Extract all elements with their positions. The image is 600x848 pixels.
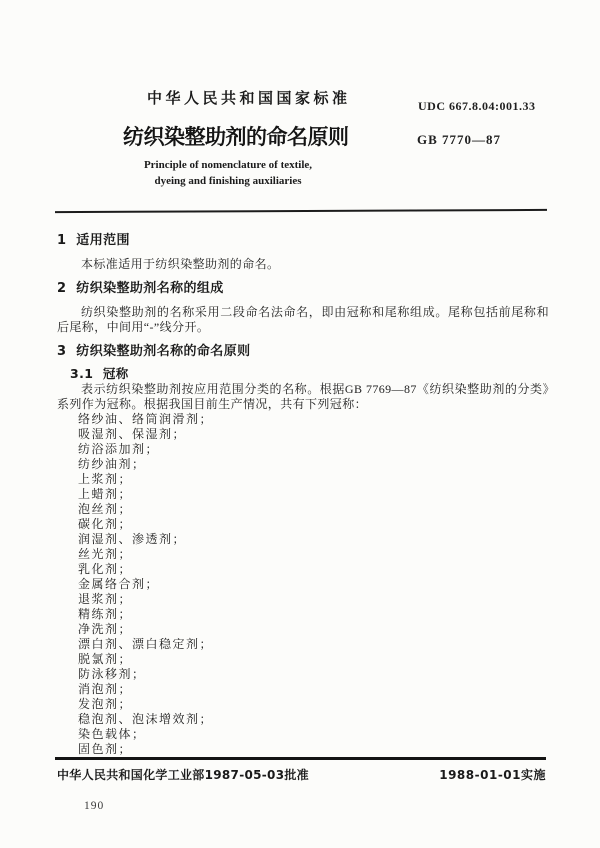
prefix-term-item: 精练剂； [78, 607, 133, 621]
prefix-term-item: 染色载体； [78, 727, 146, 741]
prefix-term-item: 乳化剂； [78, 562, 133, 576]
prefix-term-item: 纺纱油剂； [78, 457, 146, 471]
section-1-heading: 1 适用范围 [57, 233, 130, 248]
prefix-term-item: 漂白剂、漂白稳定剂； [78, 637, 214, 651]
english-title-line-2: dyeing and finishing auxiliaries [154, 175, 302, 187]
prefix-term-item: 吸湿剂、保湿剂； [78, 427, 187, 441]
prefix-term-item: 金属络合剂； [78, 577, 160, 591]
prefix-term-item: 发泡剂； [78, 697, 133, 711]
prefix-term-item: 上浆剂； [78, 472, 133, 486]
section-2-paragraph: 纺织染整助剂的名称采用二段命名法命名，即由冠称和尾称组成。尾称包括前尾称和后尾称，中间用“-”线分开。 [57, 305, 549, 334]
prefix-term-item: 退浆剂； [78, 592, 133, 606]
document-title-english [98, 157, 358, 189]
document-title: 纺织染整助剂的命名原则 [123, 125, 349, 149]
prefix-term-item: 稳泡剂、泡沫增效剂； [78, 712, 214, 726]
prefix-term-item: 碳化剂； [78, 517, 133, 531]
implementation-date: 1988-01-01实施 [439, 768, 546, 782]
prefix-term-item: 络纱油、络筒润滑剂； [78, 412, 214, 426]
prefix-term-item: 净洗剂； [78, 622, 133, 636]
english-title-line-1: Principle of nomenclature of textile, [143, 159, 313, 171]
standard-label: 中华人民共和国国家标准 [147, 89, 351, 107]
standard-number: GB 7770—87 [417, 132, 502, 147]
prefix-term-item: 泡丝剂； [78, 502, 133, 516]
section-2-heading: 2 纺织染整助剂名称的组成 [57, 281, 224, 296]
prefix-term-item: 上蜡剂； [78, 487, 133, 501]
header-divider [55, 209, 547, 213]
prefix-term-item: 防泳移剂； [78, 667, 146, 681]
udc-number: UDC 667.8.04:001.33 [418, 99, 536, 113]
page-number: 190 [84, 800, 105, 812]
section-1-paragraph: 本标准适用于纺织染整助剂的命名。 [81, 257, 280, 271]
prefix-term-item: 消泡剂； [78, 682, 133, 696]
approval-notice: 中华人民共和国化学工业部1987-05-03批准 [57, 768, 309, 782]
document-body [57, 233, 549, 757]
section-3-1-heading: 3.1 冠称 [70, 366, 129, 381]
prefix-term-item: 润湿剂、渗透剂； [78, 532, 187, 546]
prefix-term-list [78, 412, 549, 757]
section-3-1-paragraph: 表示纺织染整助剂按应用范围分类的名称。根据GB 7769—87《纺织染整助剂的分类》系列作为冠称。根据我国目前生产情况，共有下列冠称： [57, 382, 549, 411]
prefix-term-item: 固色剂； [78, 742, 133, 756]
section-3-heading: 3 纺织染整助剂名称的命名原则 [57, 344, 251, 359]
prefix-term-item: 丝光剂； [78, 547, 133, 561]
prefix-term-item: 脱氯剂； [78, 652, 133, 666]
footer-divider [55, 757, 546, 760]
prefix-term-item: 纺浴添加剂； [78, 442, 160, 456]
